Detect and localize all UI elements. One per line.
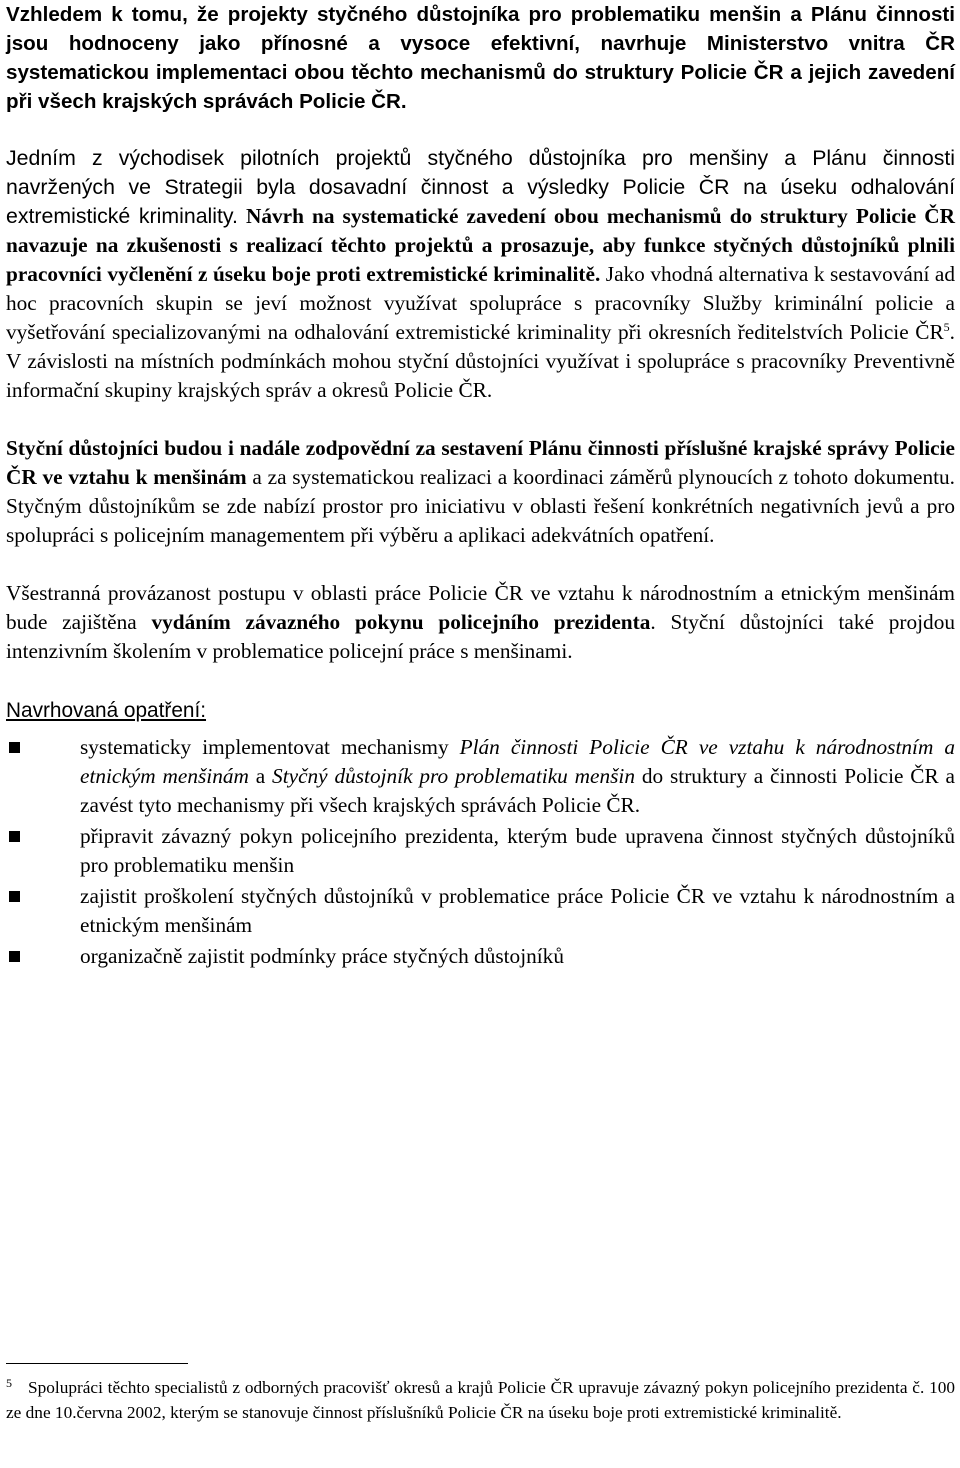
measure-text: a bbox=[248, 764, 273, 788]
measures-heading: Navrhovaná opatření: bbox=[6, 699, 207, 722]
measure-text: do struktury a činnosti Policie ČR a zavést tyto mechanismy při všech krajských správách Policie ČR. bbox=[80, 764, 956, 817]
footnote bbox=[6, 1375, 955, 1425]
measure-text: organizačně zajistit podmínky práce styčných důstojníků bbox=[80, 944, 564, 968]
footnote-number: 5 bbox=[6, 1376, 12, 1390]
measures-list bbox=[6, 733, 955, 971]
paragraph-pilot-projects-tail: . V závislosti na místních podmínkách mohou styční důstojníci využívat i spolupráce s pracovníky Preventivně informační skupiny krajských správ a okresů Policie ČR. bbox=[6, 320, 955, 402]
paragraph-pilot-projects bbox=[6, 144, 955, 405]
paragraph-pilot-projects-intro: Jedním z východisek pilotních projektů styčného důstojníka pro menšiny a Plánu činnosti navržených ve Strategii byla dosavadní činnost a výsledky Policie ČR na úseku odhalování extremistické kriminality. bbox=[6, 146, 955, 228]
footnote-text: Spolupráci těchto specialistů z odborných pracovišť okresů a krajů Policie ČR upravuje závazný pokyn policejního prezidenta č. 100 ze dne 10.června 2002, kterým se stanovuje činnost příslušníků Policie ČR na úseku boje proti extremistické kriminalitě. bbox=[6, 1378, 955, 1422]
paragraph-pilot-projects-alternative: Jako vhodná alternativa k sestavování ad hoc pracovních skupin se jeví možnost využívat spolupráce s pracovníky Služby kriminální policie a vyšetřování specializovanými na odhalování extremistické kriminality při okresních ředitelstvích Policie ČR bbox=[6, 262, 955, 344]
measure-item bbox=[6, 822, 955, 880]
measure-text-italic: Styčný důstojník pro problematiku menšin bbox=[272, 764, 635, 788]
paragraph-coordination-start: Všestranná provázanost postupu v oblasti práce Policie ČR ve vztahu k národnostním a etnickým menšinám bude zajištěna bbox=[6, 581, 955, 634]
footnote-divider bbox=[6, 1363, 188, 1364]
paragraph-liaison-officers bbox=[6, 434, 955, 550]
square-bullet-icon bbox=[9, 891, 20, 902]
square-bullet-icon bbox=[9, 742, 20, 753]
document-page bbox=[6, 0, 955, 973]
paragraph-liaison-officers-text: a za systematickou realizaci a koordinaci záměrů plynoucích z tohoto dokumentu. Styčným důstojníkům se zde nabízí prostor pro iniciativu v oblasti řešení konkrétních negativních jevů a pro spolupráci s policejním managementem při výběru a aplikaci adekvátních opatření. bbox=[6, 465, 955, 547]
measure-item bbox=[6, 882, 955, 940]
paragraph-coordination-end: . Styční důstojníci také projdou intenzivním školením v problematice policejní práce s menšinami. bbox=[6, 610, 955, 663]
paragraph-pilot-projects-proposal: Návrh na systematické zavedení obou mechanismů do struktury Policie ČR navazuje na zkušenosti s realizací těchto projektů a prosazuje, aby funkce styčných důstojníků plnili pracovníci vyčlenění z úseku boje proti extremistické kriminalitě. bbox=[6, 204, 955, 286]
footnote-reference: 5 bbox=[943, 319, 950, 334]
measure-item bbox=[6, 733, 955, 820]
measure-text: zajistit proškolení styčných důstojníků v problematice práce Policie ČR ve vztahu k národnostním a etnickým menšinám bbox=[80, 884, 955, 937]
intro-paragraph: Vzhledem k tomu, že projekty styčného důstojníka pro problematiku menšin a Plánu činnosti jsou hodnoceny jako přínosné a vysoce efektivní, navrhuje Ministerstvo vnitra ČR systematickou implementaci obou těchto mechanismů do struktury Policie ČR a jejich zavedení při všech krajských správách Policie ČR. bbox=[6, 3, 955, 113]
measure-text: systematicky implementovat mechanismy bbox=[80, 735, 460, 759]
square-bullet-icon bbox=[9, 831, 20, 842]
square-bullet-icon bbox=[9, 951, 20, 962]
paragraph-liaison-officers-bold: Styční důstojníci budou i nadále zodpovědní za sestavení Plánu činnosti příslušné krajské správy Policie ČR ve vztahu k menšinám bbox=[6, 436, 955, 489]
paragraph-coordination bbox=[6, 579, 955, 666]
measure-text-italic: Plán činnosti Policie ČR ve vztahu k národnostním a etnickým menšinám bbox=[80, 735, 955, 788]
measure-item bbox=[6, 942, 955, 971]
paragraph-coordination-bold: vydáním závazného pokynu policejního prezidenta bbox=[151, 610, 651, 634]
measure-text: připravit závazný pokyn policejního prezidenta, kterým bude upravena činnost styčných důstojníků pro problematiku menšin bbox=[80, 824, 955, 877]
